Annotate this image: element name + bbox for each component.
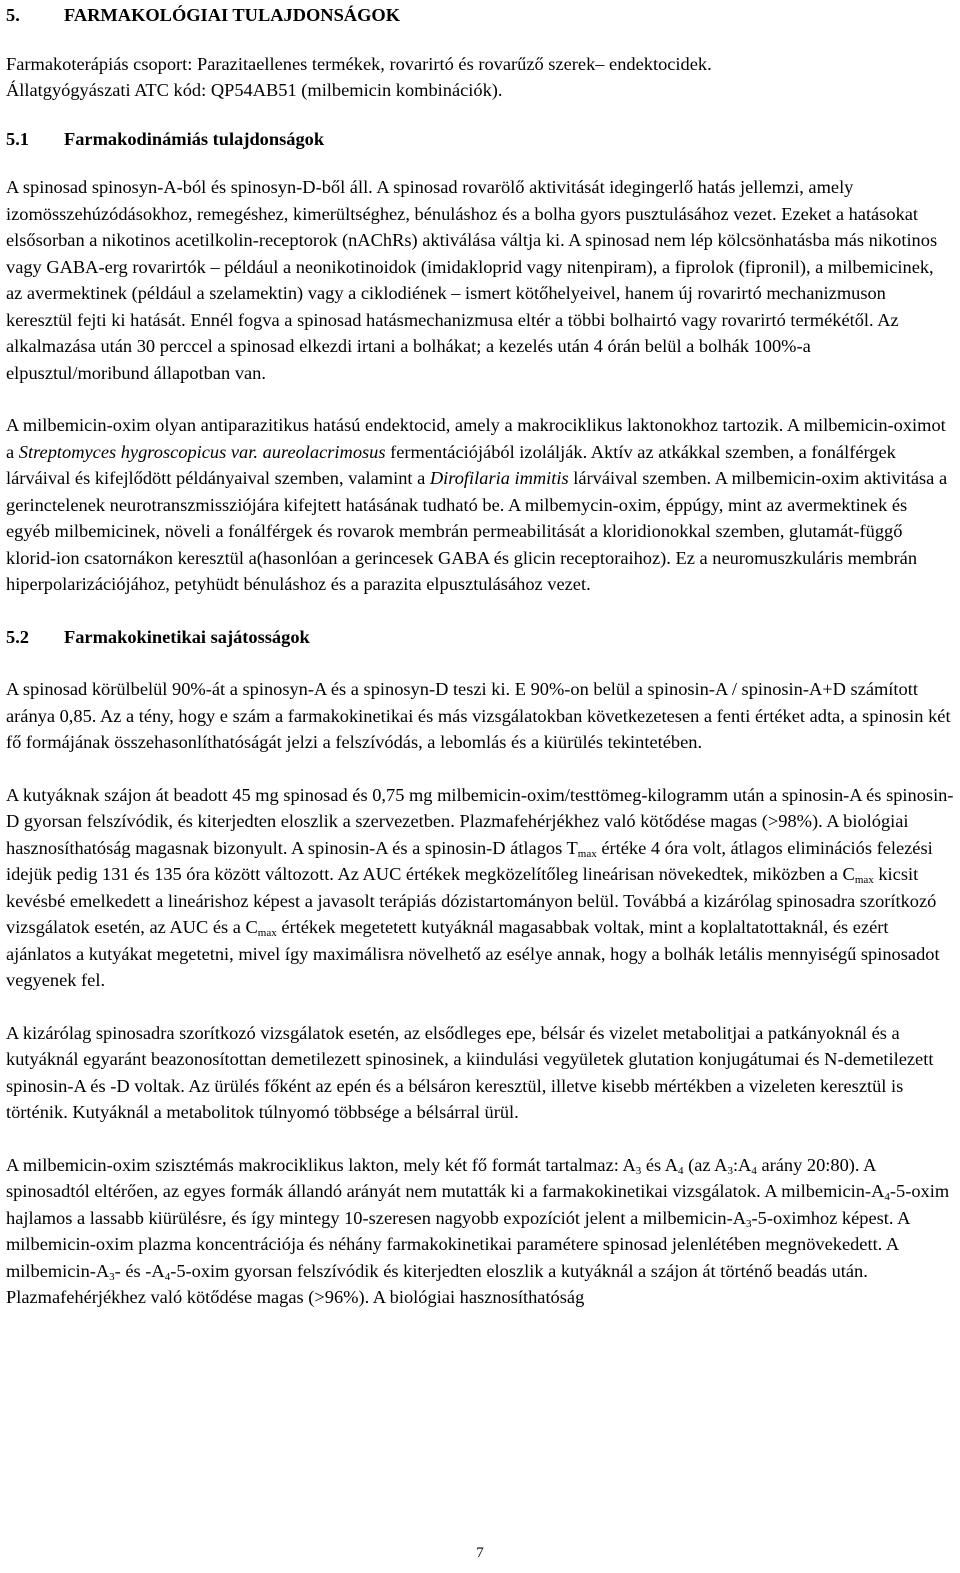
section-heading-5 <box>6 2 954 29</box>
section-number: 5.2 <box>6 626 29 647</box>
section-title: FARMAKOLÓGIAI TULAJDONSÁGOK <box>64 5 400 25</box>
paragraph-metabolism: A kizárólag spinosadra szorítkozó vizsgálatok esetén, az elsődleges epe, bélsár és vizelet metabolitjai a patkányoknál és a kutyáknál egyaránt beazonosítottan demetilezett spinosinek, a kiindulási vegyületek glutation konjugátumai és N-demetilezett spinosin-A és -D voltak. Az ürülés főként az epén és a bélsáron keresztül, illetve kisebb mértékben a vizeleten keresztül is történik. Kutyáknál a metabolitok túlnyomó többsége a bélsárral ürül. <box>6 1022 934 1122</box>
paragraph-spinosad-composition: A spinosad körülbelül 90%-át a spinosyn-A és a spinosyn-D teszi ki. E 90%-on belül a spinosin-A / spinosin-A+D számított aránya 0,85. Az a tény, hogy e szám a farmakokinetikai és más vizsgálatokban következetesen a fenti értéket adta, a spinosin két fő formájának összehasonlíthatóságát jelzi a felszívódás, a lebomlás és a kiürülés tekintetében. <box>6 679 951 752</box>
pharmacotherapeutic-group: Farmakoterápiás csoport: Parazitaellenes termékek, rovarirtó és rovarűző szerek– endektocidek. <box>6 53 712 74</box>
section-heading-5-2 <box>6 624 954 651</box>
intro-paragraph <box>6 51 954 104</box>
section-number: 5.1 <box>6 128 29 149</box>
paragraph-milbemycin-pharmacokinetics: A milbemicin-oxim szisztémás makrociklikus lakton, mely két fő formát tartalmaz: $A_3$ és $A_4$ (az $A_3:A_4$ arány 20:80). A spinosadtól eltérően, az egyes formák állandó arányát nem mutatták ki a farmakokinetikai vizsgálatok. A milbemicin-$A_4-5$-oxim hajlamos a lassabb kiürülésre, és így mintegy 10-szeresen nagyobb expozíciót jelent a milbemicin-$A_3-5$-oximhoz képest. A milbemicin-oxim plazma koncentrációja és néhány farmakokinetikai paramétere spinosad jelenlétében megnövekedett. A milbemicin-$A_3-$ és $-A_4-5$-oxim gyorsan felszívódik és kiterjedten eloszlik a kutyáknál a szájon át történő beadás után. Plazmafehérjékhez való kötődése magas (>96%). A biológiai hasznosíthatóság <box>6 1154 950 1307</box>
atc-code: Állatgyógyászati ATC kód: QP54AB51 (milbemicin kombinációk). <box>6 80 503 100</box>
section-number: 5. <box>6 5 20 25</box>
paragraph-absorption: A kutyáknak szájon át beadott 45 mg spinosad és 0,75 mg milbemicin-oxim/testtömeg-kilogramm után a spinosin-A és spinosin-D gyorsan felszívódik, és kiterjedten eloszlik a szervezetben. Plazmafehérjékhez való kötődése magas (>98%). A biológiai hasznosíthatóság magasnak bizonyult. A spinosin-A és a spinosin-D átlagos $T_{max}$ értéke 4 óra volt, átlagos eliminációs felezési idejük pedig 131 és 135 óra között változott. Az AUC értékek megközelítőleg lineárisan növekedtek, miközben a $C_{max}$ kicsit kevésbé emelkedett a lineárishoz képest a javasolt terápiás dózistartományon belül. Továbbá a kizárólag spinosadra szorítkozó vizsgálatok esetén, az AUC és a $C_{max}$ értékek megetetett kutyáknál magasabbak voltak, mint a koplaltatottaknál, és ezért ajánlatos a kutyákat megetetni, mivel így maximálisra növelhető az esélye annak, hogy a bolhák letális mennyiségű spinosadot vegyenek fel. <box>6 784 954 990</box>
section-title: Farmakokinetikai sajátosságok <box>64 626 310 647</box>
paragraph-milbemycin-pharmacodynamics: A milbemicin-oxim olyan antiparazitikus hatású endektocid, amely a makrociklikus laktonokhoz tartozik. A milbemicin-oximot a Streptomyces hygroscopicus var. aureolacrimosus fermentációjából izolálják. Aktív az atkákkal szemben, a fonálférgek lárváival és kifejlődött példányaival szemben, valamint a Dirofilaria immitis lárváival szemben. A milbemicin-oxim aktivitása a gerinctelenek neurotranszmissziójára kifejtett hatásának tudható be. A milbemycin-oxim, éppúgy, mint az avermektinek és egyéb milbemicinek, növeli a fonálférgek és rovarok membrán permeabilitását a kloridionokkal szemben, glutamát-függő klorid-ion csatornákon keresztül a(hasonlóan a gerincesek GABA és glicin receptoraihoz). Ez a neuromuszkuláris membrán hiperpolarizációjához, petyhüdt bénuláshoz és a parazita elpusztulásához vezet. <box>6 415 948 594</box>
section-heading-5-1 <box>6 126 954 153</box>
paragraph-spinosad-pharmacodynamics: A spinosad spinosyn-A-ból és spinosyn-D-ből áll. A spinosad rovarölő aktivitását idegingerlő hatás jellemzi, amely izomösszehúzódásokhoz, remegéshez, kimerültséghez, bénuláshoz és a bolha gyors pusztulásához vezet. Ezeket a hatásokat elsősorban a nikotinos acetilkolin-receptorok (nAChRs) aktiválása váltja ki. A spinosad nem lép kölcsönhatásba más nikotinos vagy GABA-erg rovarirtók – például a neonikotinoidok (imidakloprid vagy nitenpiram), a fiprolok (fipronil), a milbemicinek, az avermektinek (például a szelamektin) vagy a ciklodiének – ismert kötőhelyeivel, hanem új rovarirtó mechanizmuson keresztül fejti ki hatását. Ennél fogva a spinosad hatásmechanizmusa eltér a többi bolhairtó vagy rovarirtó termékétől. Az alkalmazása után 30 perccel a spinosad elkezdi irtani a bolhákat; a kezelés után 4 órán belül a bolhák 100%-a elpusztul/moribund állapotban van. <box>6 177 938 383</box>
page-number: 7 <box>476 1545 484 1561</box>
section-title: Farmakodinámiás tulajdonságok <box>64 128 325 149</box>
